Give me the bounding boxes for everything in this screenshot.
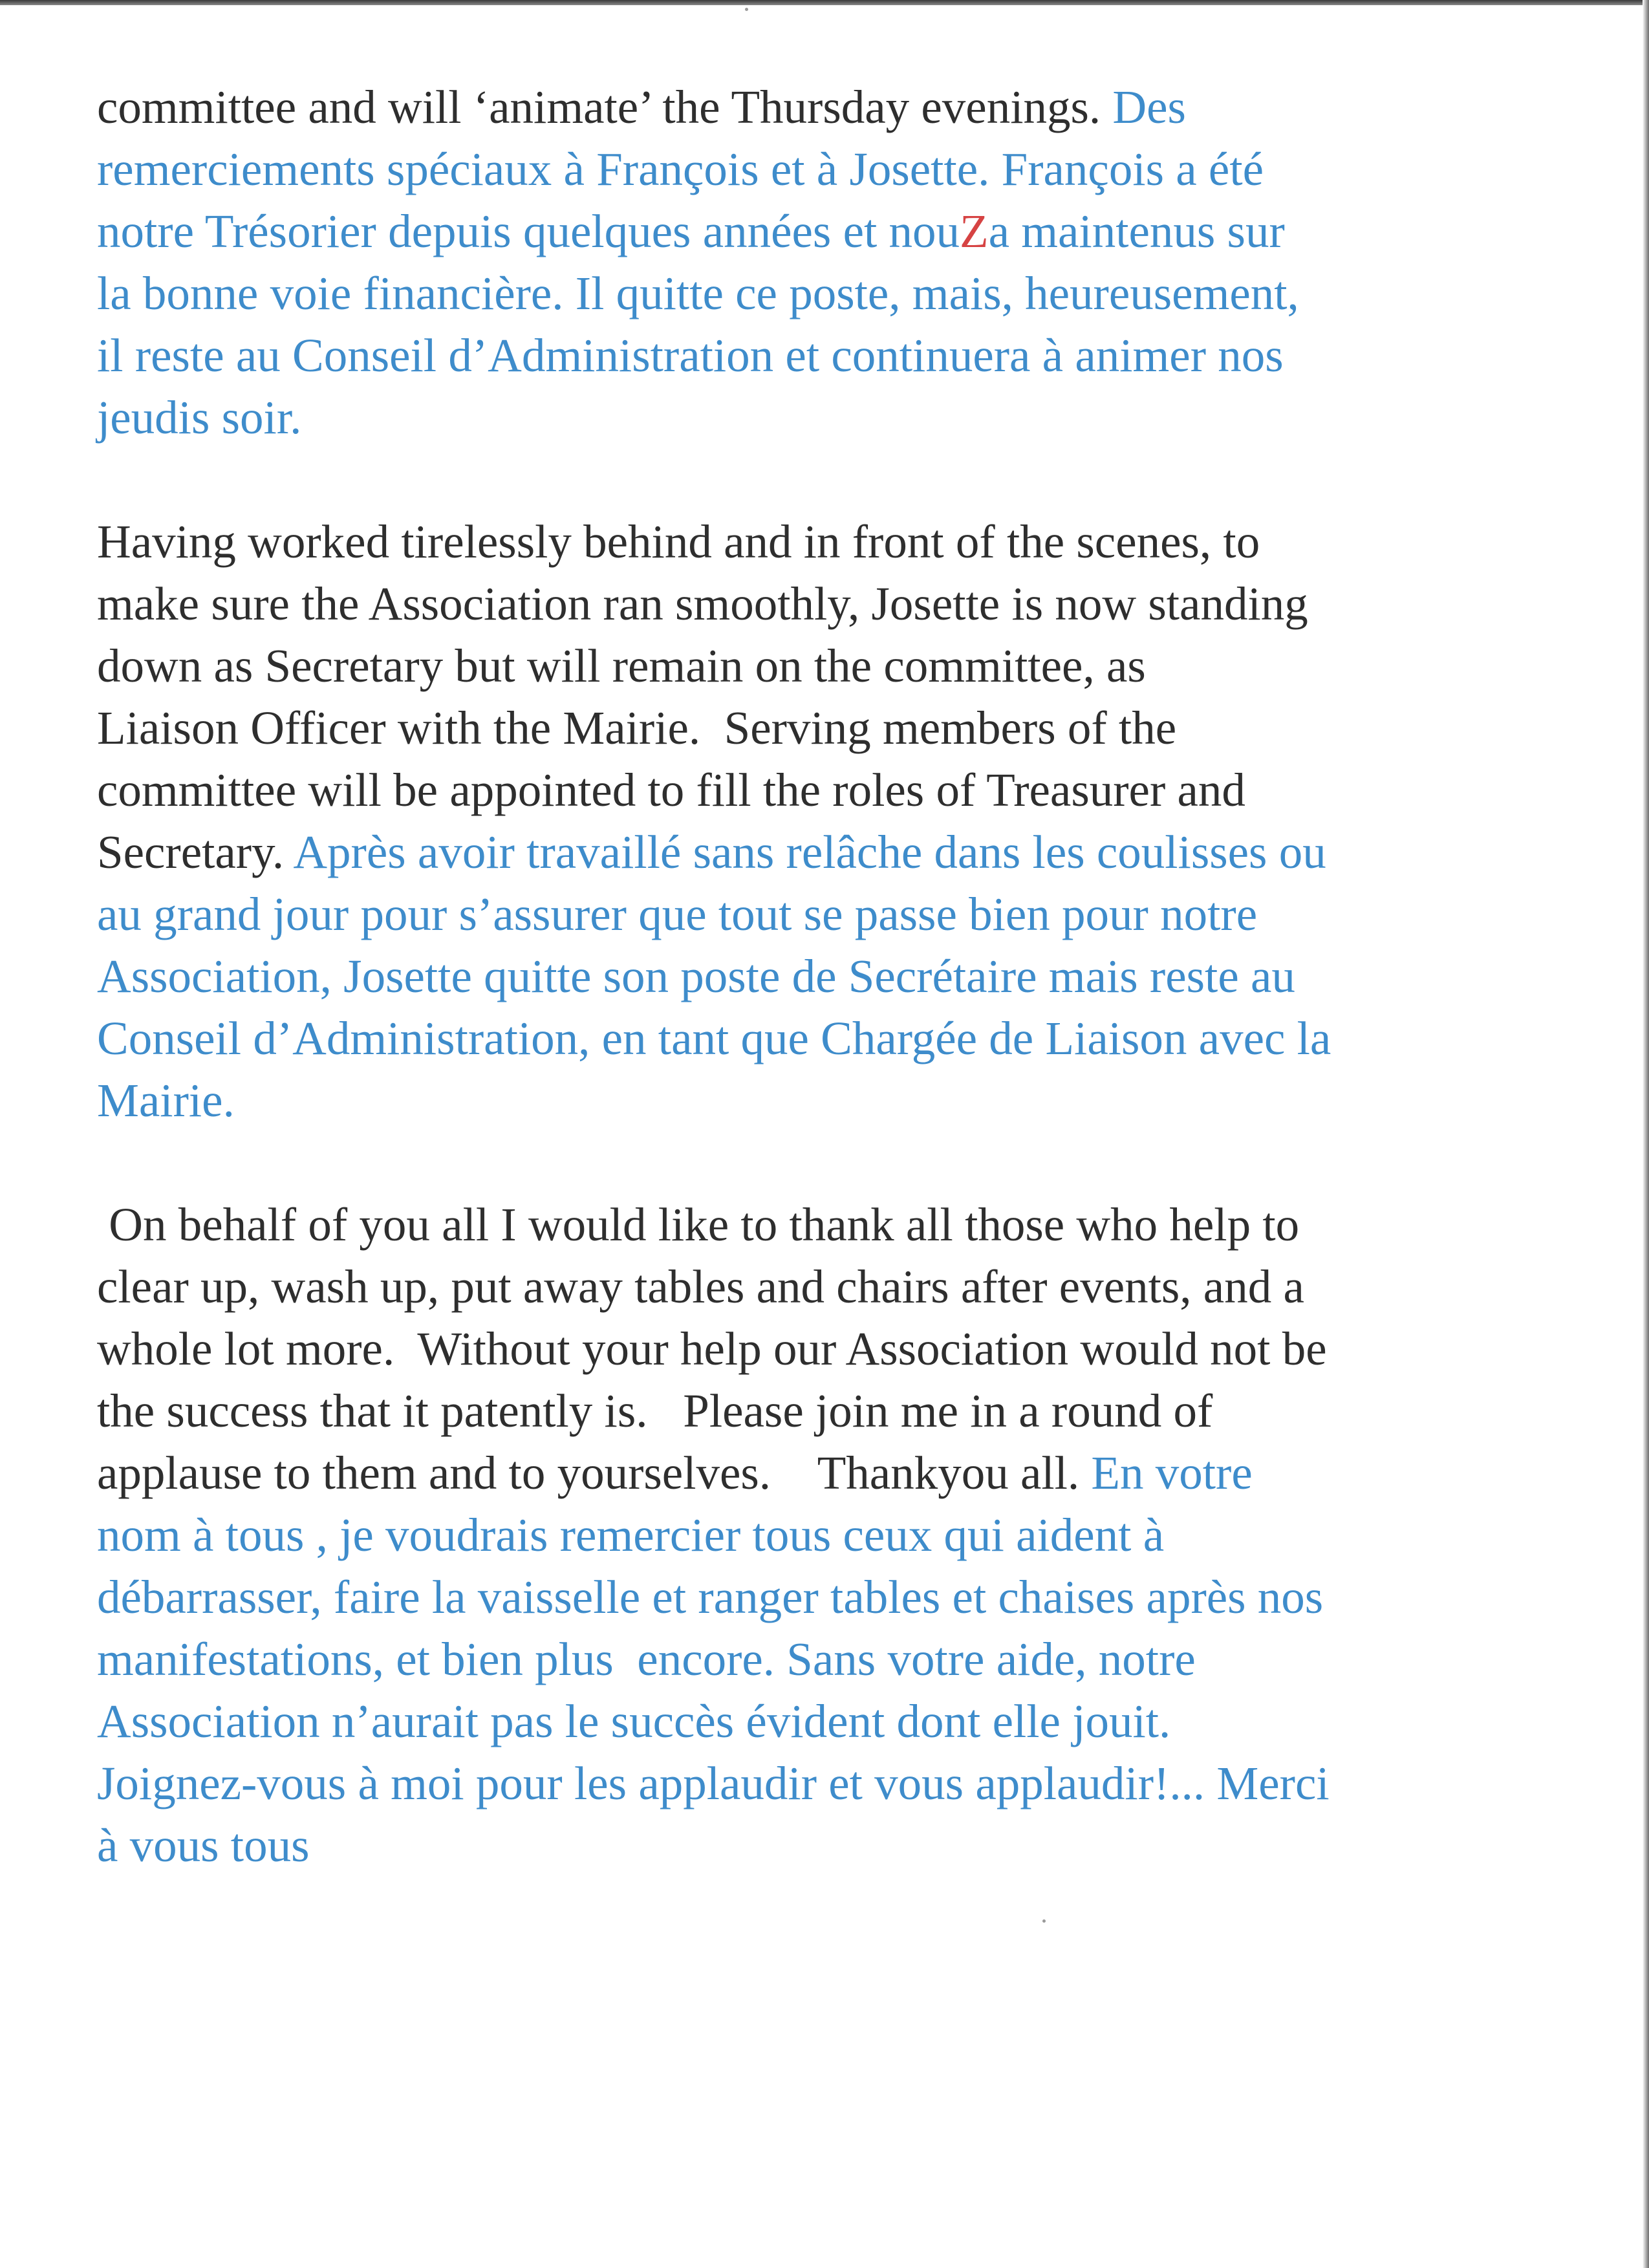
paragraph-treasurer-thanks [97,76,1552,449]
english-text: Having worked tirelessly behind and in front of the scenes, to [97,515,1260,568]
text-line [97,697,1552,759]
text-line [97,1442,1552,1504]
french-text: remerciements spéciaux à François et à Josette. François a été [97,143,1264,195]
scan-right-edge [1643,0,1649,2268]
text-line [97,1504,1552,1566]
english-text: committee and will ‘animate’ the Thursday evenings. [97,81,1113,133]
french-text: Mairie. [97,1074,235,1127]
scan-top-edge [0,0,1649,5]
english-text: the success that it patently is. Please join me in a round of [97,1385,1213,1437]
scan-speck [745,8,748,11]
french-text: manifestations, et bien plus encore. Sans votre aide, notre [97,1633,1196,1685]
text-line [97,76,1552,138]
text-line [97,1256,1552,1318]
text-line [97,1753,1552,1815]
text-line [97,138,1552,200]
french-text: Des [1112,81,1186,133]
french-text: au grand jour pour s’assurer que tout se passe bien pour notre [97,888,1258,940]
text-line [97,263,1552,325]
english-text: down as Secretary but will remain on the committee, as [97,640,1146,692]
text-line [97,1008,1552,1070]
text-line [97,1566,1552,1628]
text-line [97,1070,1552,1132]
text-line [97,945,1552,1008]
text-line [97,511,1552,573]
french-text: nom à tous , je voudrais remercier tous ceux qui aident à [97,1509,1165,1561]
text-line [97,1318,1552,1380]
text-line [97,635,1552,697]
french-text: à vous tous [97,1819,310,1872]
text-line [97,387,1552,449]
paragraph-volunteer-thanks [97,1194,1552,1877]
english-text: On behalf of you all I would like to thank all those who help to [97,1198,1300,1251]
french-text: il reste au Conseil d’Administration et continuera à animer nos [97,329,1284,382]
french-text: la bonne voie financière. Il quitte ce poste, mais, heureusement, [97,267,1299,319]
text-line [97,1628,1552,1690]
english-text: clear up, wash up, put away tables and chairs after events, and a [97,1260,1304,1313]
english-text: make sure the Association ran smoothly, Josette is now standing [97,578,1308,630]
text-line [97,1690,1552,1753]
english-text: Secretary. [97,826,294,878]
text-line [97,1815,1552,1877]
french-text: notre Trésorier depuis quelques années et nou [97,205,960,257]
text-line [97,1380,1552,1442]
text-line [97,821,1552,883]
french-text: En votre [1091,1447,1253,1499]
english-text: committee will be appointed to fill the roles of Treasurer and [97,764,1245,816]
english-text: Liaison Officer with the Mairie. Serving members of the [97,702,1177,754]
paragraph-secretary-stepping-down [97,511,1552,1132]
french-text: Après avoir travaillé sans relâche dans les coulisses ou [293,826,1326,878]
english-text: applause to them and to yourselves. Thankyou all. [97,1447,1092,1499]
french-text: débarrasser, faire la vaisselle et ranger tables et chaises après nos [97,1571,1324,1623]
french-text: Conseil d’Administration, en tant que Chargée de Liaison avec la [97,1012,1331,1064]
french-text: Association, Josette quitte son poste de Secrétaire mais reste au [97,950,1295,1002]
typo-letter: Z [960,205,989,257]
english-text: whole lot more. Without your help our Association would not be [97,1323,1327,1375]
text-line [97,759,1552,821]
document-body [97,76,1552,1939]
text-line [97,200,1552,263]
text-line [97,883,1552,945]
french-text: a maintenus sur [988,205,1285,257]
text-line [97,1194,1552,1256]
french-text: Association n’aurait pas le succès évident dont elle jouit. [97,1695,1171,1747]
text-line [97,573,1552,635]
french-text: jeudis soir. [97,391,302,444]
text-line [97,325,1552,387]
french-text: Joignez-vous à moi pour les applaudir et vous applaudir!... Merci [97,1757,1330,1809]
